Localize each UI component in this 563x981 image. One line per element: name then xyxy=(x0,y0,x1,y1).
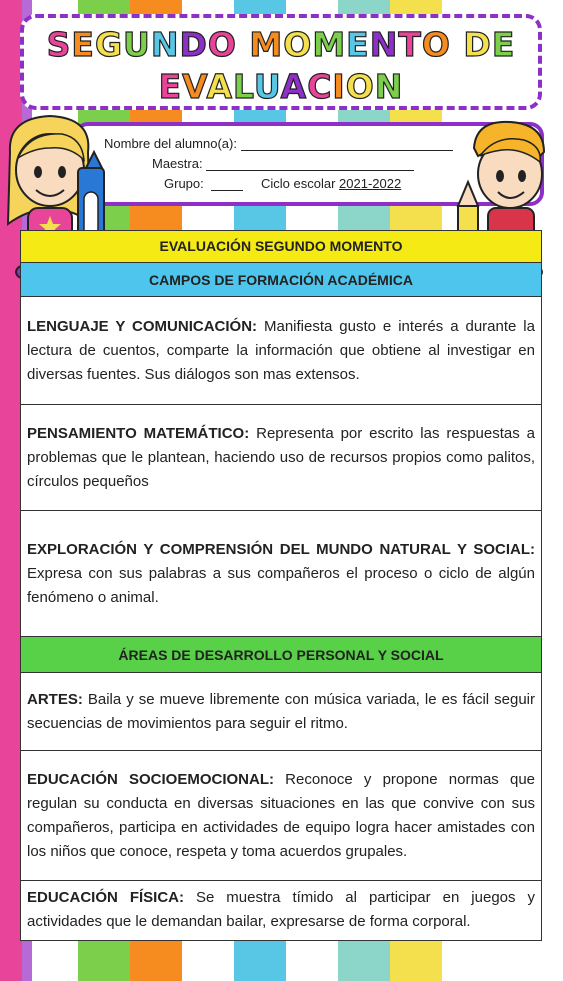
title-letter: O xyxy=(207,25,237,64)
section-text: Se muestra tímido al participar en juegos y actividades que le demandan bailar, expresarse de forma corporal. xyxy=(27,889,535,930)
title-letter: L xyxy=(233,67,254,106)
group-label: Grupo: xyxy=(164,176,204,191)
section-title: EXPLORACIÓN Y COMPRENSIÓN DEL MUNDO NATURAL Y SOCIAL: xyxy=(27,540,535,558)
evaluation-header: EVALUACIÓN SEGUNDO MOMENTO xyxy=(21,231,541,263)
title-letter: M xyxy=(312,25,347,64)
title-letter: N xyxy=(150,25,180,64)
title-letter: D xyxy=(179,25,208,64)
title-letter: O xyxy=(345,67,375,106)
title-letter: A xyxy=(280,67,308,106)
evaluation-table xyxy=(20,230,542,941)
title-letter: C xyxy=(307,67,333,106)
section-text: Manifiesta gusto e interés a durante la lectura de cuentos, comparte la información que obtiene al investigar en diversas fuentes. Sus diálogos son mas extensos. xyxy=(27,317,535,383)
section-arts xyxy=(21,673,541,751)
section-physical xyxy=(21,881,541,939)
title-letter: T xyxy=(398,25,422,64)
page-title-line-1 xyxy=(24,24,538,66)
section-text: Baila y se mueve libremente con música variada, le es fácil seguir secuencias de movimientos para seguir el ritmo. xyxy=(27,690,535,732)
title-letter: M xyxy=(249,25,284,64)
section-title: ARTES: xyxy=(27,690,83,708)
student-name-line xyxy=(241,139,453,151)
cycle-label: Ciclo escolar xyxy=(261,176,336,191)
section-socioemotional xyxy=(21,751,541,881)
title-letter: U xyxy=(123,25,151,64)
section-title: EDUCACIÓN SOCIOEMOCIONAL: xyxy=(27,770,275,788)
title-letter: I xyxy=(332,67,346,106)
title-letter: E xyxy=(346,25,370,64)
section-text: Representa por escrito las respuestas a problemas que le plantean, haciendo uso de recursos propios como palitos, círculos pequeños xyxy=(27,424,535,490)
section-text: Expresa con sus palabras a sus compañeros el proceso o ciclo de algún fenómeno o animal. xyxy=(27,564,535,606)
title-letter: G xyxy=(94,25,124,64)
teacher-label: Maestra: xyxy=(152,156,203,171)
teacher-row xyxy=(152,156,414,171)
title-letter: O xyxy=(283,25,313,64)
section-exploration xyxy=(21,511,541,637)
section-math xyxy=(21,405,541,511)
title-letter: D xyxy=(463,25,492,64)
title-letter: E xyxy=(158,67,183,106)
title-letter: E xyxy=(491,25,516,64)
title-letter: A xyxy=(206,67,234,106)
cycle-value: 2021-2022 xyxy=(339,176,402,191)
section-title: EDUCACIÓN FÍSICA: xyxy=(27,889,184,906)
section-language xyxy=(21,297,541,405)
group-row xyxy=(164,176,401,191)
section-text: Reconoce y propone normas que regulan su conducta en diversas situaciones en las que convive con sus compañeros, participa en actividades de equipo logra hacer amistades con los niños que conoce, respeta y toma acuerdos grupales. xyxy=(27,770,536,860)
title-letter: O xyxy=(421,25,451,64)
personal-social-header: ÁREAS DE DESARROLLO PERSONAL Y SOCIAL xyxy=(21,637,541,673)
student-name-label: Nombre del alumno(a): xyxy=(104,136,237,151)
title-letter: V xyxy=(182,67,207,106)
group-line xyxy=(211,179,243,191)
academic-fields-header: CAMPOS DE FORMACIÓN ACADÉMICA xyxy=(21,263,541,297)
teacher-line xyxy=(206,159,414,171)
title-letter: N xyxy=(374,67,404,106)
page-title-line-2 xyxy=(24,66,538,108)
title-letter: N xyxy=(369,25,399,64)
title-letter: U xyxy=(253,67,281,106)
section-title: PENSAMIENTO MATEMÁTICO: xyxy=(27,424,250,442)
title-letter: S xyxy=(46,25,72,64)
title-frame xyxy=(20,14,542,110)
title-letter xyxy=(237,25,250,64)
student-name-row xyxy=(104,136,453,151)
title-letter: E xyxy=(71,25,95,64)
section-title: LENGUAJE Y COMUNICACIÓN: xyxy=(27,317,258,335)
title-letter xyxy=(451,25,464,64)
